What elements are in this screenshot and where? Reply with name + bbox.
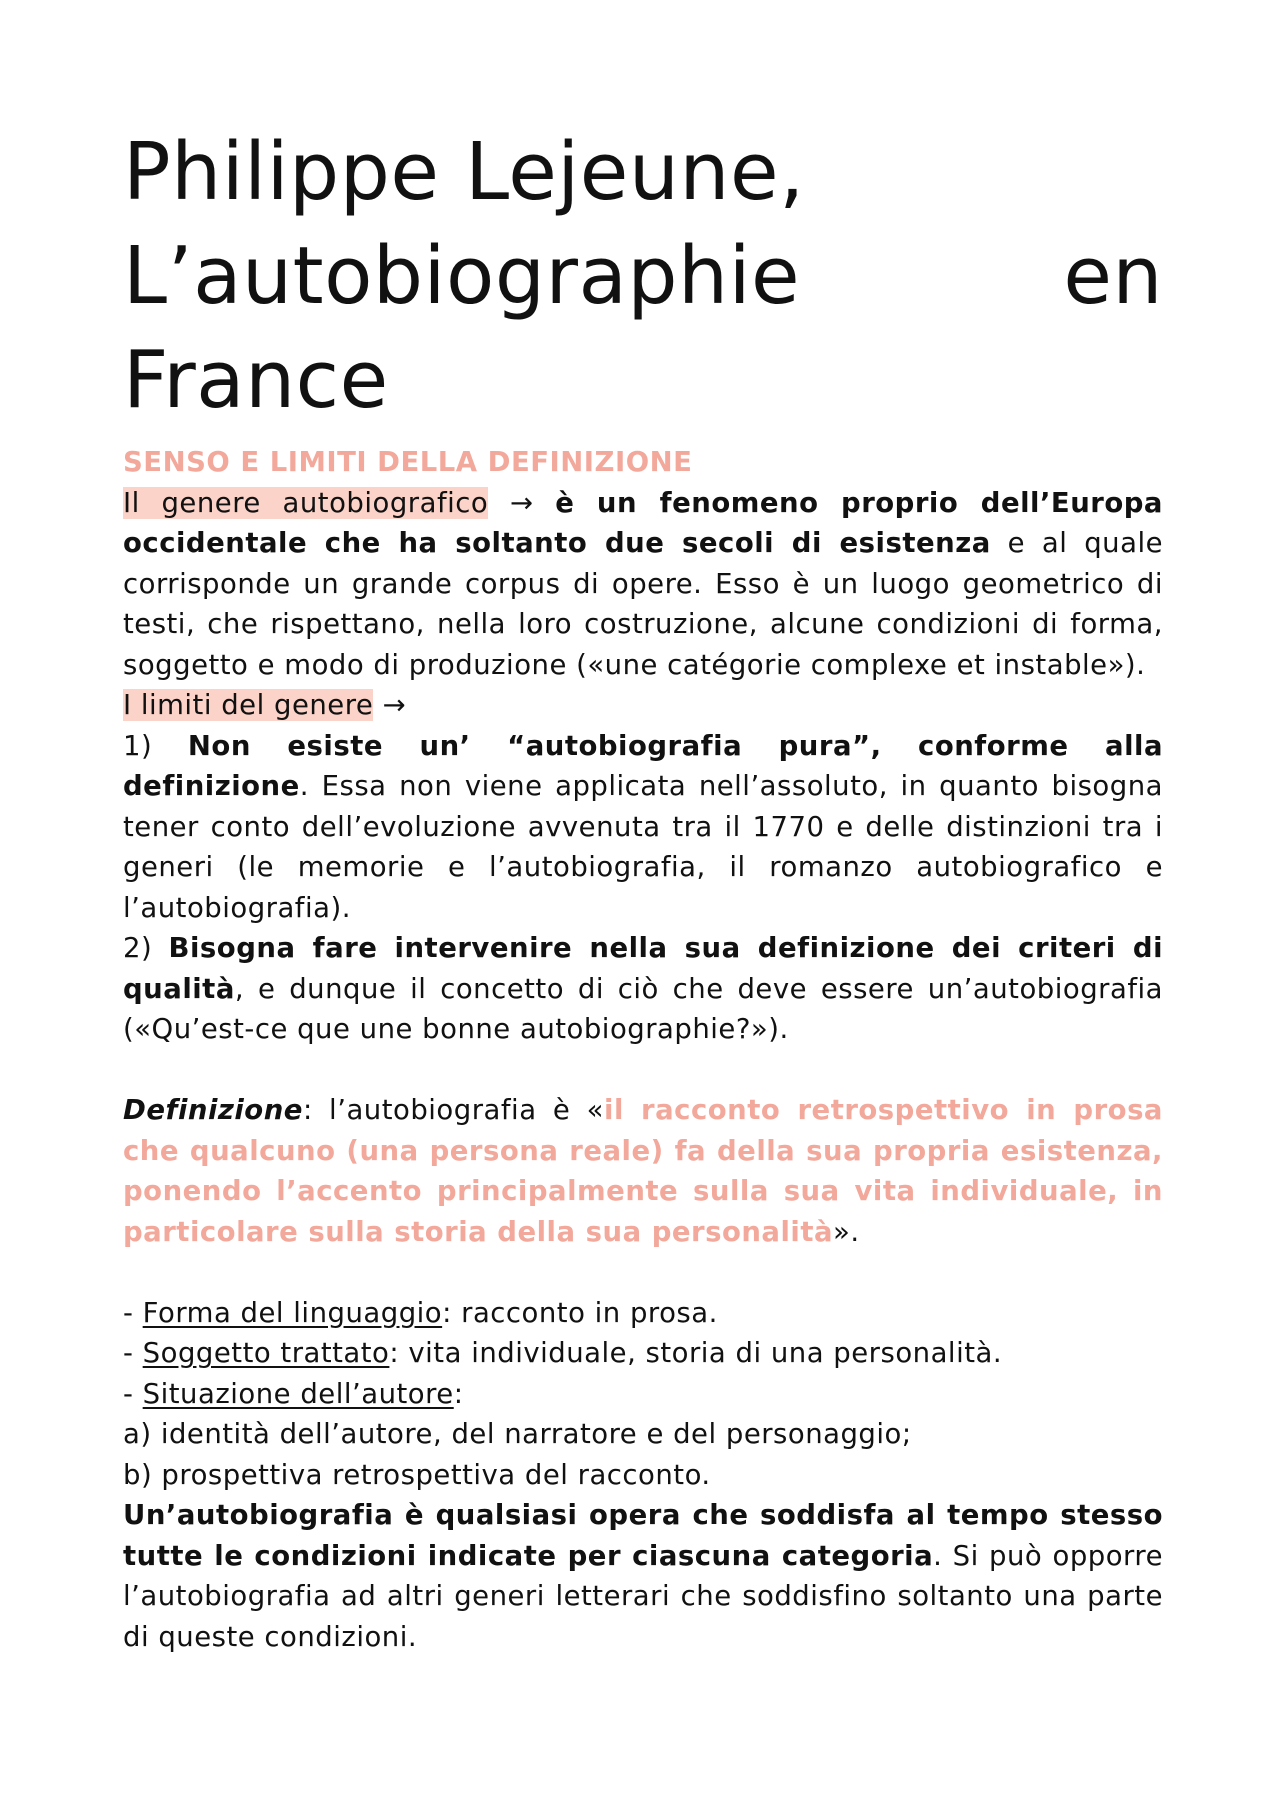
spacer <box>123 1050 1163 1091</box>
definition-close: ». <box>833 1215 860 1248</box>
point-1 <box>123 726 1163 929</box>
highlight-limits: I limiti del genere <box>123 689 374 721</box>
list-dash: - <box>123 1337 143 1369</box>
title-line-3: France <box>123 334 389 426</box>
point-text: , e dunque il concetto di ciò che deve essere un’autobiografia («Qu’est-ce que une bonne autobiographie?»). <box>123 972 1163 1045</box>
limits-line <box>123 685 1163 726</box>
criterion-value: : <box>453 1377 464 1410</box>
bold-statement: Bisogna fare intervenire nella sua definizione dei criteri di qualità <box>123 932 1163 1005</box>
document-title <box>123 120 1163 432</box>
paragraph-text: e al quale corrisponde un grande corpus di opere. Esso è un luogo geometrico di testi, che rispettano, nella loro costruzione, alcune condizioni di forma, soggetto e modo di produzione («une catégorie complexe et instable»). <box>123 527 1164 681</box>
list-dash: - <box>123 1377 143 1410</box>
point-text: . Essa non viene applicata nell’assoluto, in quanto bisogna tener conto dell’evoluzione avvenuta tra il 1770 e delle distinzioni tra i generi (le memorie e l’autobiografia, il romanzo autobiografico e l’autobiografia). <box>123 770 1163 924</box>
spacer <box>123 1252 1163 1293</box>
criterion-value: : vita individuale, storia di una personalità. <box>389 1337 1003 1369</box>
arrow: → <box>373 689 407 721</box>
list-dash: - <box>123 1296 143 1329</box>
criterion-label: Situazione dell’autore <box>142 1377 454 1410</box>
criterion-value: : racconto in prosa. <box>442 1296 718 1329</box>
section-heading: SENSO E LIMITI DELLA DEFINIZIONE <box>123 446 693 478</box>
bold-statement: è un fenomeno proprio dell’Europa occidentale che ha soltanto due secoli di esistenza <box>123 486 1163 559</box>
document-page <box>123 120 1163 1657</box>
title-line-1: Philippe Lejeune, <box>123 126 805 218</box>
definition-intro: : l’autobiografia è « <box>302 1094 605 1126</box>
bold-statement: Un’autobiografia è qualsiasi opera che soddisfa al tempo stesso tutte le condizioni indicate per ciascuna categoria <box>123 1499 1163 1572</box>
point-number: 1) <box>123 729 188 762</box>
paragraph-genre <box>123 483 1163 686</box>
criterion-subject <box>123 1333 1163 1374</box>
conclusion-paragraph <box>123 1495 1163 1657</box>
title-line-2 <box>123 224 1163 328</box>
definition-quote: il racconto retrospettivo in prosa che qualcuno (una persona reale) fa della sua propria esistenza, ponendo l’accento principalmente sulla sua vita individuale, in particolare sulla storia della sua personalità <box>123 1094 1163 1248</box>
condition-b: b) prospettiva retrospettiva del racconto. <box>123 1458 711 1491</box>
condition-a: a) identità dell’autore, del narratore e del personaggio; <box>123 1418 912 1450</box>
conclusion-text: . Si può opporre l’autobiografia ad altri generi letterari che soddisfino soltanto una parte di queste condizioni. <box>123 1539 1164 1653</box>
definition-paragraph <box>123 1090 1163 1252</box>
definition-label: Definizione <box>123 1094 303 1126</box>
criterion-label: Forma del linguaggio <box>142 1296 443 1329</box>
criterion-author <box>123 1374 1163 1415</box>
title-line-2-right: en <box>1063 230 1163 322</box>
bold-statement: Non esiste un’ “autobiografia pura”, conforme alla definizione <box>123 729 1164 802</box>
point-number: 2) <box>123 932 169 964</box>
highlight-genre: Il genere autobiografico <box>123 486 489 519</box>
point-2 <box>123 928 1163 1050</box>
arrow: → <box>488 486 556 519</box>
criterion-form <box>123 1293 1163 1334</box>
title-line-2-left: L’autobiographie <box>123 230 801 322</box>
criterion-label: Soggetto trattato <box>142 1337 390 1369</box>
